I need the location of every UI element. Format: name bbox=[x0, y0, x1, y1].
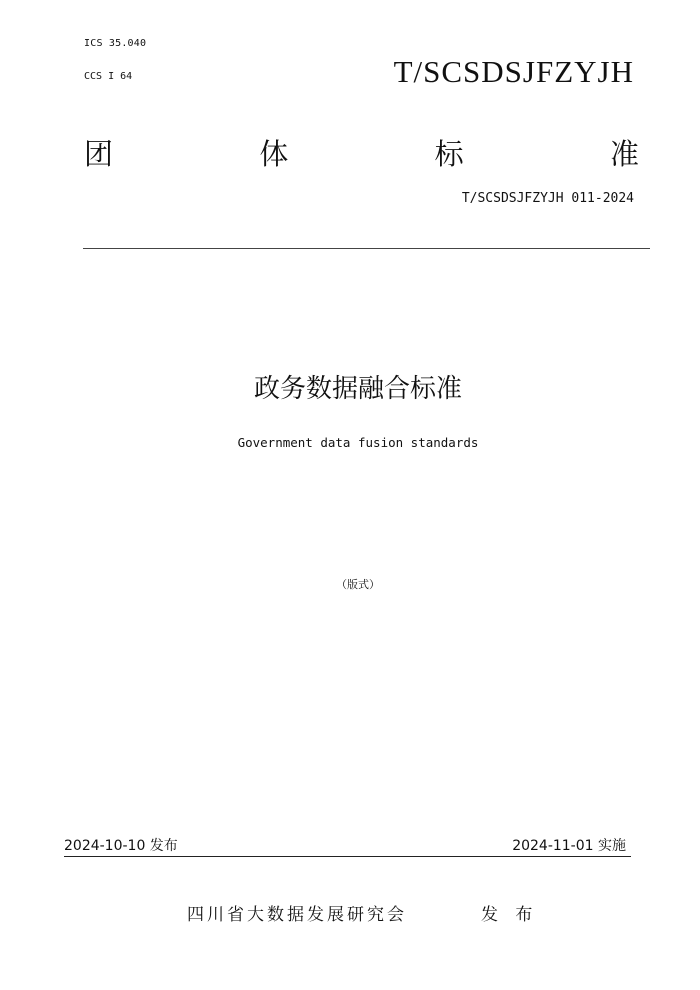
document-number: T/SCSDSJFZYJH 011-2024 bbox=[461, 191, 634, 206]
top-divider bbox=[83, 248, 650, 249]
group-standard-char: 准 bbox=[609, 137, 639, 171]
group-standard-char: 体 bbox=[259, 137, 289, 171]
group-standard-heading bbox=[84, 134, 639, 174]
title-english: Government data fusion standards bbox=[237, 435, 479, 450]
group-standard-char: 标 bbox=[434, 137, 464, 171]
publisher-name: 四川省大数据发展研究会 bbox=[187, 905, 407, 925]
publish-date: 2024-10-10 发布 bbox=[64, 838, 178, 854]
group-standard-char: 团 bbox=[84, 137, 114, 171]
ccs-code: CCS I 64 bbox=[84, 71, 133, 82]
implement-date: 2024-11-01 实施 bbox=[512, 838, 626, 854]
ics-code: ICS 35.040 bbox=[84, 38, 147, 49]
format-note: （版式） bbox=[336, 578, 380, 591]
bottom-divider bbox=[64, 856, 631, 857]
standard-code: T/SCSDSJFZYJH bbox=[393, 54, 634, 89]
publish-label: 发 布 bbox=[481, 905, 539, 925]
title-chinese: 政务数据融合标准 bbox=[253, 374, 462, 404]
